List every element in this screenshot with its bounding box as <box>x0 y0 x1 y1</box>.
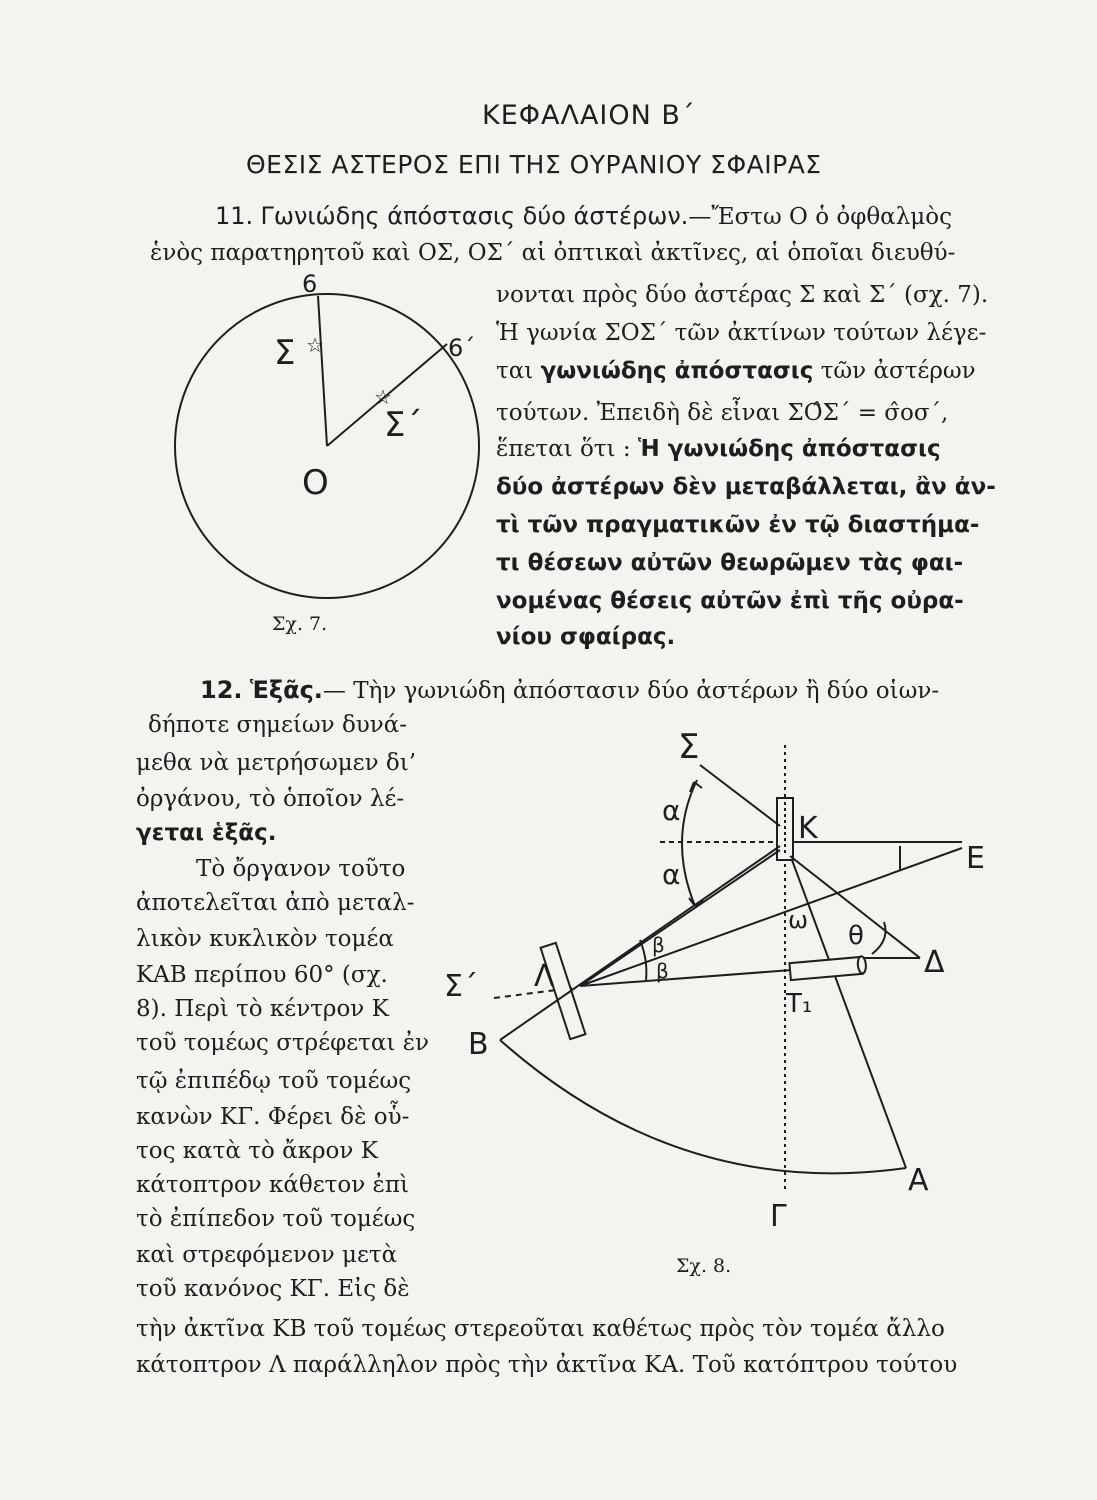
section-12-left-line: λικὸν κυκλικὸν τομέα <box>136 926 394 952</box>
chapter-heading: ΚΕΦΑΛΑΙΟΝ Β΄ <box>482 100 696 131</box>
chapter-title: ΘΕΣΙΣ ΑΣΤΕΡΟΣ ΕΠΙ ΤΗΣ ΟΥΡΑΝΙΟΥ ΣΦΑΙΡΑΣ <box>246 150 822 179</box>
label-center-o: O <box>302 463 329 503</box>
figure-7-caption: Σχ. 7. <box>272 613 328 635</box>
label-s-prime-small: 6΄ <box>448 334 476 362</box>
section-12-left-line: ὀργάνου, τὸ ὁποῖον λέ- <box>136 786 405 812</box>
star-icon: ☆ <box>306 333 324 357</box>
section-12-line-1 <box>200 676 939 704</box>
label-s-small: 6 <box>302 270 318 298</box>
section-11-line-10: τι θέσεων αὐτῶν θεωρῶμεν τὰς φαι- <box>496 550 964 576</box>
section-12-left-line: καὶ στρεφόμενον μετὰ <box>136 1242 398 1268</box>
section-11-number: 11. <box>215 202 254 230</box>
label-k: K <box>798 811 818 846</box>
section-11-line-6: τούτων. Ἐπειδὴ δὲ εἶναι ΣΟ̂Σ΄ = σ̂οσ΄, <box>496 400 949 426</box>
section-12-left-line: δήποτε σημείων δυνά- <box>148 712 408 738</box>
label-sigma-prime: Σ΄ <box>384 405 423 445</box>
label-omega: ω <box>788 906 809 934</box>
sector-arc <box>500 1040 906 1173</box>
label-alpha-lower: α <box>662 858 681 891</box>
section-12-left-line: γεται ἑξᾶς. <box>136 820 277 846</box>
section-12-left-line: 8). Περὶ τὸ κέντρον Κ <box>136 996 389 1022</box>
section-12-left-line: τῷ ἐπιπέδῳ τοῦ τομέως <box>136 1068 412 1094</box>
section-12-number: 12. <box>200 676 243 704</box>
section-11-text: —Ἔστω Ο ὁ ὀφθαλμὸς <box>688 204 952 230</box>
figure-8-caption: Σχ. 8. <box>676 1255 732 1277</box>
star-icon: ☆ <box>374 385 392 409</box>
section-12-left-line: ἀποτελεῖται ἀπὸ μεταλ- <box>136 890 415 916</box>
figure-7 <box>175 294 479 598</box>
label-lambda: Λ <box>534 959 555 994</box>
figure-8 <box>494 745 962 1192</box>
section-12-bottom-line-2: κάτοπτρον Λ παράλληλον πρὸς τὴν ἀκτῖνα ΚΑ. Τοῦ κατόπτρου τούτου <box>136 1352 958 1378</box>
section-12-left-line: τοῦ τομέως στρέφεται ἐν <box>136 1030 430 1056</box>
section-12-left-line: κάτοπτρον κάθετον ἐπὶ <box>136 1172 409 1198</box>
label-sigma-prime: Σ΄ <box>444 969 478 1004</box>
label-theta: θ <box>848 921 864 951</box>
section-12-heading: Ἑξᾶς. <box>249 676 323 704</box>
section-11-line-12: νίου σφαίρας. <box>496 624 676 650</box>
section-12-bottom-line-1: τὴν ἀκτῖνα ΚΒ τοῦ τομέως στερεοῦται καθέτως πρὸς τὸν τομέα ἄλλο <box>136 1316 945 1342</box>
label-sigma: Σ <box>274 333 296 373</box>
ray-sigma-k <box>700 765 780 826</box>
label-a: A <box>908 1163 929 1198</box>
section-12-left-line: τος κατὰ τὸ ἄκρον Κ <box>136 1138 378 1164</box>
label-e: E <box>966 841 985 876</box>
section-12-left-line: Τὸ ὄργανον τοῦτο <box>196 856 406 882</box>
telescope <box>789 956 866 980</box>
section-12-left-line: τοῦ κανόνος ΚΓ. Εἰς δὲ <box>136 1276 410 1302</box>
section-11-line-3: νονται πρὸς δύο ἀστέρας Σ καὶ Σ΄ (σχ. 7). <box>496 282 989 308</box>
section-12-text: — Τὴν γωνιώδη ἀπόστασιν δύο ἀστέρων ἢ δύο οἱων- <box>322 678 940 704</box>
section-11-line-9: τὶ τῶν πραγματικῶν ἐν τῷ διαστήμα- <box>496 512 980 538</box>
label-beta-upper: β <box>652 933 665 957</box>
radius-k-b <box>500 846 780 1040</box>
text-run: ἕπεται ὅτι : <box>496 436 638 462</box>
section-12-left-line: τὸ ἐπίπεδον τοῦ τομέως <box>136 1206 416 1232</box>
text-run: τῶν ἀστέρων <box>813 358 976 384</box>
label-gamma: Γ <box>770 1199 787 1234</box>
section-11-heading: Γωνιώδης άπόστασις δύο άστέρων. <box>260 202 689 230</box>
label-t1: T₁ <box>786 989 813 1019</box>
section-11-line-8: δύο ἀστέρων δὲν μεταβάλλεται, ἂν ἀν- <box>496 474 996 500</box>
section-11-line-4: Ἡ γωνία ΣΟΣ΄ τῶν ἀκτίνων τούτων λέγε- <box>496 320 987 346</box>
section-12-left-line: μεθα νὰ μετρήσωμεν δι’ <box>136 750 417 776</box>
section-12-left-line: ΚΑΒ περίπου 60° (σχ. <box>136 962 388 988</box>
line-lambda-e <box>580 848 962 986</box>
label-delta: Δ <box>924 945 945 980</box>
label-alpha-upper: α <box>662 794 681 827</box>
section-11-line-2: ἑνὸς παρατηρητοῦ καὶ ΟΣ, ΟΣ΄ αἱ ὀπτικαὶ ἀκτῖνες, αἱ ὁποῖαι διευθύ- <box>150 240 956 266</box>
angle-beta-arc <box>640 940 646 980</box>
label-sigma: Σ <box>678 727 700 767</box>
section-11-line-11: νομένας θέσεις αὐτῶν ἐπὶ τῆς οὐρα- <box>496 588 964 614</box>
ray-lambda-telescope <box>580 970 792 986</box>
theorem-text: Ἡ γωνιώδης ἀπόστασις <box>637 436 941 462</box>
text-run: ται <box>496 358 541 384</box>
label-beta-lower: β <box>656 959 669 983</box>
section-12-left-line: κανὼν ΚΓ. Φέρει δὲ οὗ- <box>136 1104 410 1130</box>
label-b: B <box>468 1027 489 1062</box>
ray-o-sigma <box>318 296 327 446</box>
term-angular-distance: γωνιώδης ἀπόστασις <box>540 358 814 384</box>
